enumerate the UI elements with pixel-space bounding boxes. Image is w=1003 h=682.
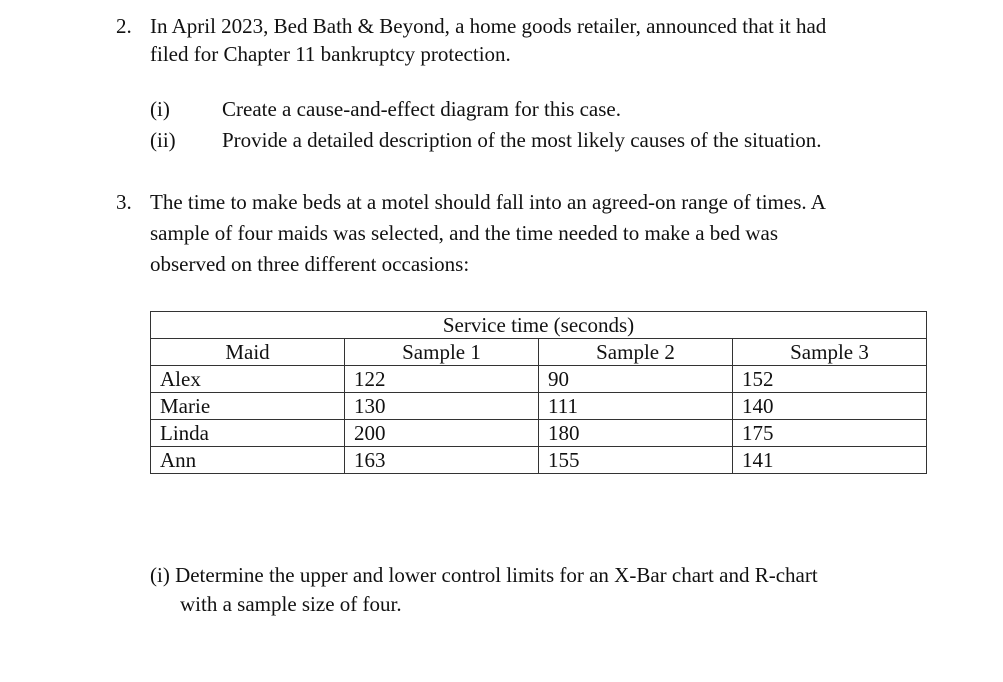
question-2-part-i-label: (i)	[150, 97, 170, 121]
question-3-text-line1: The time to make beds at a motel should fall into an agreed-on range of times. A	[150, 190, 826, 214]
cell-sample-1: 122	[345, 366, 539, 393]
cell-maid: Marie	[151, 393, 345, 420]
cell-sample-3: 140	[733, 393, 927, 420]
cell-maid: Alex	[151, 366, 345, 393]
cell-sample-2: 155	[539, 447, 733, 474]
cell-maid: Linda	[151, 420, 345, 447]
question-2-number: 2.	[116, 14, 132, 38]
cell-sample-3: 141	[733, 447, 927, 474]
table-title-row	[151, 312, 927, 339]
table-row	[151, 393, 927, 420]
cell-sample-3: 175	[733, 420, 927, 447]
question-3-text-line3: observed on three different occasions:	[150, 252, 470, 276]
service-time-table	[150, 311, 927, 474]
cell-sample-1: 163	[345, 447, 539, 474]
cell-sample-1: 200	[345, 420, 539, 447]
table-header-row	[151, 339, 927, 366]
question-2-text-line1: In April 2023, Bed Bath & Beyond, a home goods retailer, announced that it had	[150, 14, 827, 38]
cell-sample-2: 90	[539, 366, 733, 393]
question-2-text-line2: filed for Chapter 11 bankruptcy protection.	[150, 42, 511, 66]
cell-sample-3: 152	[733, 366, 927, 393]
header-sample-3: Sample 3	[733, 339, 927, 366]
cell-sample-2: 111	[539, 393, 733, 420]
cell-maid: Ann	[151, 447, 345, 474]
header-sample-1: Sample 1	[345, 339, 539, 366]
cell-sample-1: 130	[345, 393, 539, 420]
question-2-part-ii-text: Provide a detailed description of the most likely causes of the situation.	[222, 128, 822, 152]
question-2-part-ii-label: (ii)	[150, 128, 176, 152]
table-row	[151, 420, 927, 447]
header-sample-2: Sample 2	[539, 339, 733, 366]
table-row	[151, 447, 927, 474]
cell-sample-2: 180	[539, 420, 733, 447]
table-row	[151, 366, 927, 393]
question-3-part-i-line1: (i) Determine the upper and lower control limits for an X-Bar chart and R-chart	[150, 563, 818, 587]
question-3-number: 3.	[116, 190, 132, 214]
question-2-part-i-text: Create a cause-and-effect diagram for this case.	[222, 97, 621, 121]
question-3-part-i-line2: with a sample size of four.	[180, 592, 402, 616]
table-title: Service time (seconds)	[151, 312, 927, 339]
question-3-text-line2: sample of four maids was selected, and the time needed to make a bed was	[150, 221, 779, 245]
header-maid: Maid	[151, 339, 345, 366]
